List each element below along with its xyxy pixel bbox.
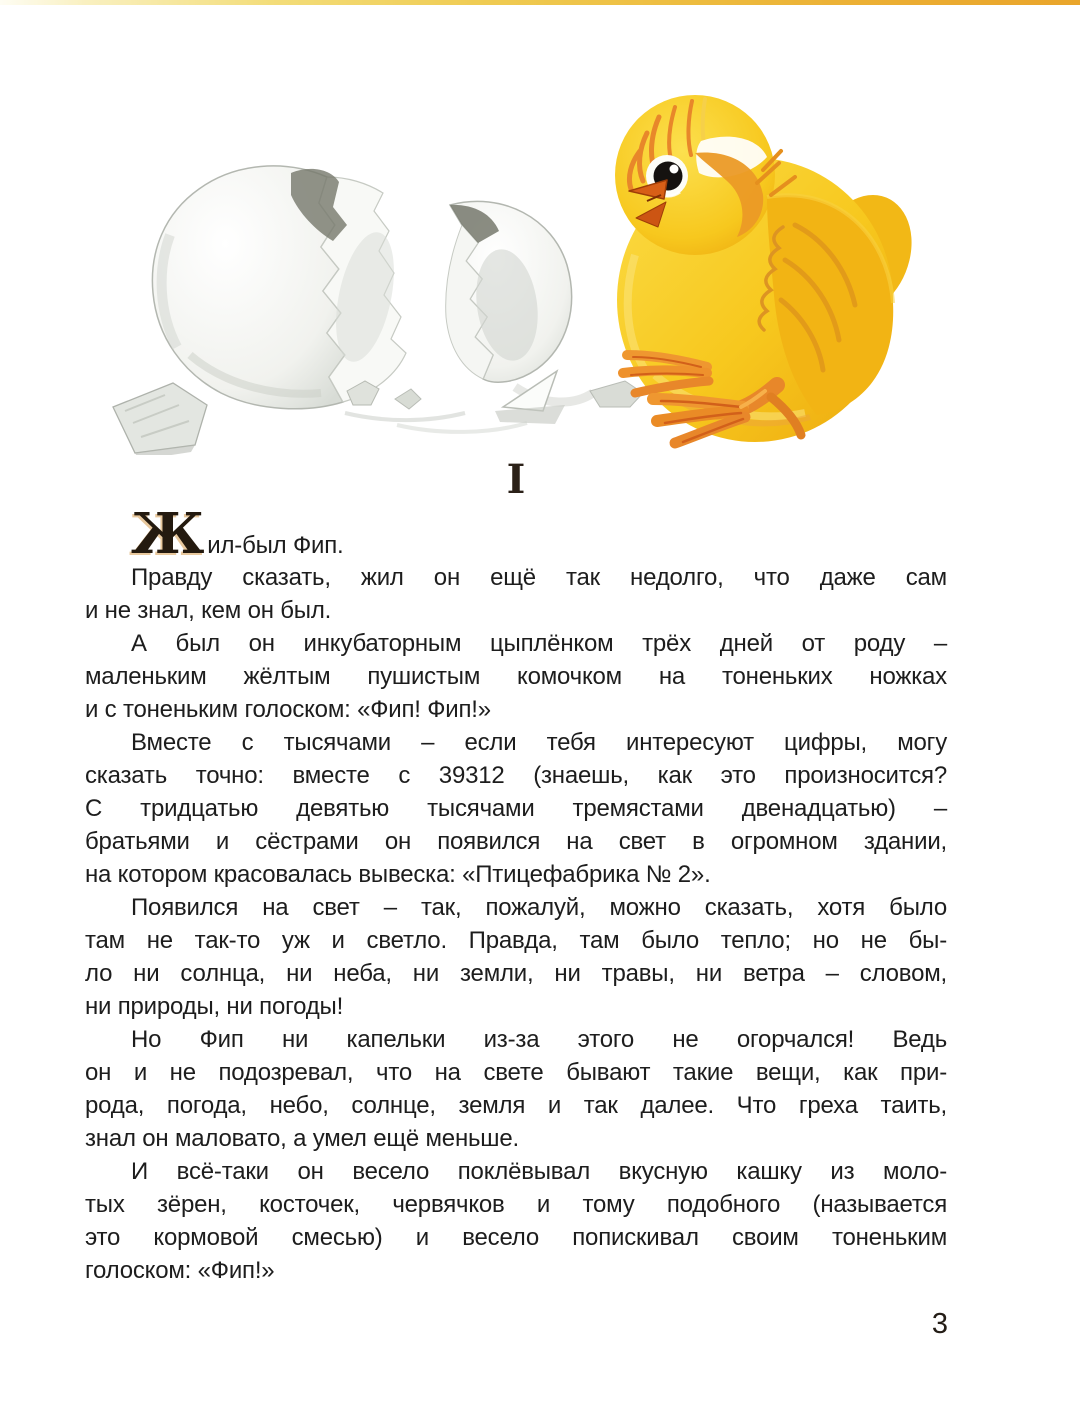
page-top-edge xyxy=(0,0,1080,5)
body-text xyxy=(85,501,947,1287)
paragraph xyxy=(85,891,947,1023)
text-line: ни природы, ни погоды! xyxy=(85,993,344,1020)
paragraph xyxy=(85,1023,947,1155)
text-line: братьями и сёстрами он появился на свет в огромном здании, xyxy=(85,828,947,855)
eggshell-right-half xyxy=(446,201,593,402)
text-line: Но Фип ни капельки из-за этого не огорчался! Ведь xyxy=(131,1026,947,1053)
paragraph xyxy=(85,501,947,567)
text-line: сказать точно: вместе с 39312 (знаешь, как это произносится? xyxy=(85,762,947,789)
paragraph xyxy=(85,1155,947,1287)
text-line: и не знал, кем он был. xyxy=(85,597,332,624)
chick-and-eggshell-drawing xyxy=(95,55,985,455)
paragraph xyxy=(85,627,947,726)
text-line: Правду сказать, жил он ещё так недолго, что даже сам xyxy=(131,564,947,591)
text-line: тых зёрен, косточек, червячков и тому подобного (называется xyxy=(85,1191,947,1218)
chick-illustration xyxy=(95,55,985,455)
text-line: маленьким жёлтым пушистым комочком на тоненьких ножках xyxy=(85,663,947,690)
page-number: 3 xyxy=(931,1308,949,1340)
text-line: знал он маловато, а умел ещё меньше. xyxy=(85,1125,519,1152)
text-line: А был он инкубаторным цыплёнком трёх дней от роду – xyxy=(131,630,947,657)
chapter-heading: I xyxy=(506,456,526,503)
text-line: рода, погода, небо, солнце, земля и так далее. Что греха таить, xyxy=(85,1092,947,1119)
text-line: С тридцатью девятью тысячами тремястами двенадцатью) – xyxy=(85,795,947,822)
text-line: И всё-таки он весело поклёвывал вкусную кашку из моло- xyxy=(131,1158,947,1185)
text-line: голоском: «Фип!» xyxy=(85,1257,275,1284)
text-line: это кормовой смесью) и весело попискивал своим тоненьким xyxy=(85,1224,947,1251)
paragraph xyxy=(85,726,947,891)
text-line: там не так-то уж и светло. Правда, там было тепло; но не бы- xyxy=(85,927,947,954)
text-line: Появился на свет – так, пожалуй, можно сказать, хотя было xyxy=(131,894,947,921)
chick xyxy=(615,95,929,443)
text-line: Жил-был Фип. xyxy=(131,501,344,567)
paragraph xyxy=(85,561,947,627)
text-line: Вместе с тысячами – если тебя интересуют цифры, могу xyxy=(131,729,947,756)
eggshell-left-half xyxy=(152,166,406,409)
drop-cap: Ж xyxy=(131,501,205,567)
text-line: он и не подозревал, что на свете бывают такие вещи, как при- xyxy=(85,1059,947,1086)
text-line: ло ни солнца, ни неба, ни земли, ни травы, ни ветра – словом, xyxy=(85,960,947,987)
text-line: на котором красовалась вывеска: «Птицефабрика № 2». xyxy=(85,861,711,888)
eggshell-fragment-left xyxy=(113,383,207,455)
text-line: и с тоненьким голоском: «Фип! Фип!» xyxy=(85,696,491,723)
